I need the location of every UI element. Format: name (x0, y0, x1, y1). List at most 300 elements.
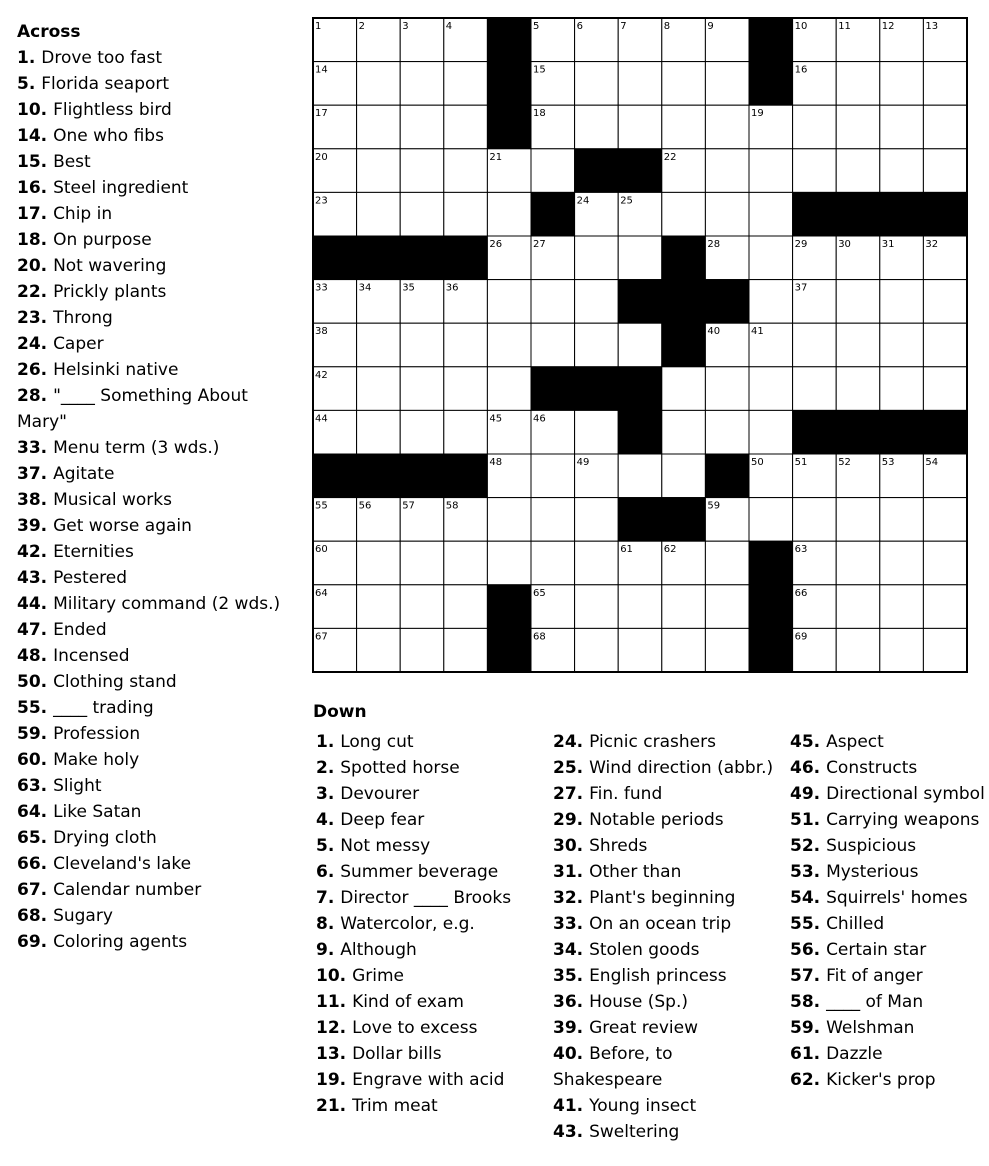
clue-number: 1 (17, 48, 29, 68)
grid-block (400, 454, 444, 498)
clue-number: 54 (790, 888, 814, 908)
clue-item: 37. Agitate (17, 464, 115, 484)
clue-number: 43 (553, 1122, 577, 1142)
clue-number: 46 (790, 758, 814, 778)
grid-cell[interactable] (531, 323, 575, 367)
clue-number: 24 (17, 334, 41, 354)
grid-cell[interactable] (705, 149, 749, 193)
clue-number: 65 (17, 828, 41, 848)
clue-number: 68 (17, 906, 41, 926)
grid-cell[interactable] (531, 541, 575, 585)
grid-cell[interactable] (531, 149, 575, 193)
clue-text: Drying cloth (53, 828, 157, 848)
grid-cell[interactable] (880, 280, 924, 324)
grid-cell[interactable] (705, 541, 749, 585)
cell-number: 28 (707, 239, 721, 250)
clue-number: 51 (790, 810, 814, 830)
clue-number: 18 (17, 230, 41, 250)
clue-number: 53 (790, 862, 814, 882)
clue-text: Prickly plants (53, 282, 167, 302)
clue-item: 35. English princess (553, 966, 727, 986)
clue-number: 59 (790, 1018, 814, 1038)
grid-block (705, 280, 749, 324)
grid-cell[interactable] (357, 541, 401, 585)
clue-text: "____ Something About Mary" (17, 386, 248, 432)
cell-number: 50 (751, 457, 764, 468)
grid-cell[interactable] (662, 367, 706, 411)
clue-item: 26. Helsinki native (17, 360, 179, 380)
clue-number: 39 (17, 516, 41, 536)
grid-cell[interactable] (705, 410, 749, 454)
grid-cell[interactable] (531, 498, 575, 542)
grid-cell[interactable] (357, 62, 401, 106)
grid-block (618, 149, 662, 193)
grid-cell[interactable] (749, 149, 793, 193)
grid-cell[interactable] (575, 236, 619, 280)
grid-block (749, 62, 793, 106)
clue-item: 19. Engrave with acid (316, 1070, 505, 1090)
grid-cell[interactable] (705, 367, 749, 411)
grid-cell[interactable] (749, 280, 793, 324)
clue-text: Clothing stand (53, 672, 177, 692)
grid-cell[interactable] (618, 236, 662, 280)
grid-cell[interactable] (357, 410, 401, 454)
grid-cell[interactable] (444, 149, 488, 193)
grid-cell[interactable] (400, 628, 444, 672)
grid-block (400, 236, 444, 280)
grid-cell[interactable] (793, 367, 837, 411)
clue-item: 11. Kind of exam (316, 992, 464, 1012)
cell-number: 10 (794, 21, 808, 32)
grid-cell[interactable] (749, 498, 793, 542)
clue-text: Before, to Shakespeare (553, 1044, 673, 1090)
clue-item: 55. Chilled (790, 914, 885, 934)
grid-cell[interactable] (400, 105, 444, 149)
grid-cell[interactable] (749, 192, 793, 236)
clue-number: 35 (553, 966, 577, 986)
grid-cell[interactable] (705, 585, 749, 629)
clue-item: 53. Mysterious (790, 862, 919, 882)
clue-number: 17 (17, 204, 41, 224)
cell-number: 69 (794, 631, 808, 643)
cell-number: 59 (707, 500, 721, 512)
clue-item: 54. Squirrels' homes (790, 888, 968, 908)
grid-cell[interactable] (575, 585, 619, 629)
clue-number: 45 (790, 732, 814, 752)
clue-item: 69. Coloring agents (17, 932, 188, 952)
clue-text: Trim meat (352, 1096, 438, 1116)
grid-cell[interactable] (923, 541, 967, 585)
clue-item: 39. Great review (553, 1018, 699, 1038)
crossword-grid (312, 17, 968, 673)
grid-cell[interactable] (487, 280, 531, 324)
grid-cell[interactable] (662, 628, 706, 672)
grid-cell[interactable] (618, 585, 662, 629)
grid-cell[interactable] (444, 541, 488, 585)
across-heading: Across (17, 22, 81, 42)
grid-block (749, 541, 793, 585)
clue-text: Although (340, 940, 417, 960)
grid-cell[interactable] (444, 628, 488, 672)
grid-cell[interactable] (880, 105, 924, 149)
clue-text: Sugary (53, 906, 113, 926)
clue-item: 20. Not wavering (17, 256, 167, 276)
cell-number: 14 (315, 64, 328, 76)
grid-cell[interactable] (705, 105, 749, 149)
grid-cell[interactable] (444, 410, 488, 454)
cell-number: 61 (620, 544, 633, 556)
grid-cell[interactable] (836, 628, 880, 672)
grid-block (662, 498, 706, 542)
cell-number: 46 (533, 413, 546, 425)
clue-item: 38. Musical works (17, 490, 172, 510)
clue-number: 25 (553, 758, 577, 778)
grid-cell[interactable] (923, 149, 967, 193)
clue-text: Chilled (826, 914, 885, 934)
clue-item: 16. Steel ingredient (17, 178, 189, 198)
across-clues-panel (17, 19, 297, 955)
cell-number: 25 (620, 195, 633, 207)
clue-item: 40. Before, to Shakespeare (553, 1044, 673, 1090)
grid-cell[interactable] (487, 192, 531, 236)
clue-item: 45. Aspect (790, 732, 884, 752)
clue-number: 42 (17, 542, 41, 562)
clue-text: Helsinki native (53, 360, 179, 380)
grid-cell[interactable] (880, 498, 924, 542)
clue-number: 5 (316, 836, 328, 856)
clue-item: 5. Not messy (316, 836, 431, 856)
cell-number: 42 (315, 369, 328, 381)
cell-number: 38 (315, 326, 328, 338)
clue-text: Eternities (53, 542, 134, 562)
cell-number: 34 (358, 282, 372, 294)
grid-block (575, 149, 619, 193)
clue-number: 24 (553, 732, 577, 752)
grid-cell[interactable] (575, 62, 619, 106)
clue-text: Director ____ Brooks (340, 888, 512, 908)
clue-number: 16 (17, 178, 41, 198)
clue-item: 43. Pestered (17, 568, 128, 588)
grid-cell[interactable] (662, 454, 706, 498)
clue-number: 10 (17, 100, 41, 120)
cell-number: 68 (533, 631, 546, 643)
clue-number: 67 (17, 880, 41, 900)
clue-item: 46. Constructs (790, 758, 918, 778)
grid-cell[interactable] (400, 62, 444, 106)
clue-number: 31 (553, 862, 577, 882)
clue-text: Pestered (53, 568, 128, 588)
grid-cell[interactable] (662, 192, 706, 236)
cell-number: 21 (489, 151, 503, 163)
grid-cell[interactable] (749, 410, 793, 454)
clue-text: Shreds (589, 836, 648, 856)
clue-item: 36. House (Sp.) (553, 992, 688, 1012)
grid-cell[interactable] (531, 280, 575, 324)
grid-cell[interactable] (575, 105, 619, 149)
grid-cell[interactable] (923, 498, 967, 542)
clue-text: Wind direction (abbr.) (589, 758, 774, 778)
clue-text: Summer beverage (340, 862, 499, 882)
grid-cell[interactable] (923, 280, 967, 324)
grid-cell[interactable] (357, 149, 401, 193)
clue-item: 47. Ended (17, 620, 107, 640)
clue-text: Like Satan (53, 802, 142, 822)
grid-cell[interactable] (662, 585, 706, 629)
clue-number: 63 (17, 776, 41, 796)
clue-text: Watercolor, e.g. (340, 914, 475, 934)
clue-item: 56. Certain star (790, 940, 927, 960)
clue-number: 58 (790, 992, 814, 1012)
clue-text: Sweltering (589, 1122, 680, 1142)
clue-number: 23 (17, 308, 41, 328)
grid-cell[interactable] (357, 192, 401, 236)
grid-cell[interactable] (836, 323, 880, 367)
grid-block (313, 454, 357, 498)
grid-cell[interactable] (662, 105, 706, 149)
grid-cell[interactable] (662, 410, 706, 454)
cell-number: 53 (881, 457, 895, 468)
clue-text: Fin. fund (589, 784, 663, 804)
clue-item: 3. Devourer (316, 784, 420, 804)
grid-cell[interactable] (357, 585, 401, 629)
grid-cell[interactable] (618, 323, 662, 367)
grid-cell[interactable] (444, 62, 488, 106)
cell-number: 36 (445, 282, 459, 294)
grid-cell[interactable] (444, 192, 488, 236)
clue-item: 9. Although (316, 940, 417, 960)
clue-item: 64. Like Satan (17, 802, 142, 822)
grid-cell[interactable] (880, 367, 924, 411)
grid-cell[interactable] (793, 149, 837, 193)
grid-cell[interactable] (531, 454, 575, 498)
grid-cell[interactable] (749, 367, 793, 411)
clue-item: 31. Other than (553, 862, 682, 882)
clue-item: 59. Welshman (790, 1018, 915, 1038)
grid-cell[interactable] (618, 105, 662, 149)
grid-block (749, 18, 793, 62)
clue-number: 66 (17, 854, 41, 874)
cell-number: 64 (315, 587, 328, 599)
grid-cell[interactable] (575, 410, 619, 454)
cell-number: 20 (315, 151, 328, 163)
clue-number: 37 (17, 464, 41, 484)
clue-item: 21. Trim meat (316, 1096, 438, 1116)
cell-number: 19 (751, 108, 764, 120)
clue-number: 33 (553, 914, 577, 934)
clue-item: 39. Get worse again (17, 516, 192, 536)
clue-text: Carrying weapons (826, 810, 980, 830)
clue-text: Caper (53, 334, 104, 354)
grid-block (487, 62, 531, 106)
across-clue-list (17, 45, 297, 955)
grid-cell[interactable] (618, 454, 662, 498)
grid-cell[interactable] (836, 541, 880, 585)
grid-cell[interactable] (444, 585, 488, 629)
grid-cell[interactable] (836, 149, 880, 193)
grid-block (793, 410, 837, 454)
clue-item: 48. Incensed (17, 646, 130, 666)
clue-text: Devourer (340, 784, 420, 804)
clue-text: Drove too fast (41, 48, 163, 68)
cell-number: 39 (663, 326, 677, 338)
clue-text: Long cut (340, 732, 414, 752)
clue-text: Constructs (826, 758, 918, 778)
grid-cell[interactable] (487, 498, 531, 542)
down-heading: Down (313, 702, 367, 722)
grid-block (880, 410, 924, 454)
cell-number: 15 (533, 64, 546, 76)
grid-cell[interactable] (880, 585, 924, 629)
clue-text: Cleveland's lake (53, 854, 192, 874)
clue-text: Not wavering (53, 256, 167, 276)
cell-number: 49 (576, 457, 590, 468)
clue-item: 57. Fit of anger (790, 966, 923, 986)
cell-number: 63 (794, 544, 808, 556)
grid-cell[interactable] (487, 541, 531, 585)
clue-text: Florida seaport (41, 74, 170, 94)
cell-number: 3 (402, 21, 409, 32)
grid-block (313, 236, 357, 280)
clue-text: Best (53, 152, 91, 172)
grid-cell[interactable] (836, 585, 880, 629)
grid-cell[interactable] (357, 323, 401, 367)
grid-cell[interactable] (575, 628, 619, 672)
grid-cell[interactable] (575, 498, 619, 542)
clue-number: 62 (790, 1070, 814, 1090)
grid-cell[interactable] (444, 323, 488, 367)
clue-number: 12 (316, 1018, 340, 1038)
grid-cell[interactable] (400, 367, 444, 411)
grid-cell[interactable] (400, 149, 444, 193)
grid-cell[interactable] (880, 541, 924, 585)
grid-cell[interactable] (618, 628, 662, 672)
grid-block (749, 585, 793, 629)
clue-text: On purpose (53, 230, 152, 250)
cell-number: 5 (533, 21, 540, 32)
clue-number: 11 (316, 992, 340, 1012)
grid-cell[interactable] (880, 149, 924, 193)
clue-text: Grime (352, 966, 404, 986)
clue-number: 32 (553, 888, 577, 908)
grid-cell[interactable] (923, 105, 967, 149)
cell-number: 16 (794, 64, 808, 76)
grid-cell[interactable] (357, 367, 401, 411)
clue-text: ____ trading (53, 698, 154, 718)
grid-cell[interactable] (400, 541, 444, 585)
cell-number: 54 (925, 457, 939, 468)
grid-cell[interactable] (749, 236, 793, 280)
grid-cell[interactable] (400, 323, 444, 367)
grid-cell[interactable] (880, 628, 924, 672)
clue-item: 62. Kicker's prop (790, 1070, 936, 1090)
grid-cell[interactable] (705, 62, 749, 106)
clue-number: 6 (316, 862, 328, 882)
grid-cell[interactable] (793, 498, 837, 542)
clue-text: ____ of Man (826, 992, 924, 1012)
grid-cell[interactable] (575, 323, 619, 367)
clue-item: 6. Summer beverage (316, 862, 499, 882)
cell-number: 13 (925, 21, 939, 32)
clue-text: Musical works (53, 490, 172, 510)
clue-text: Slight (53, 776, 102, 796)
grid-cell[interactable] (705, 628, 749, 672)
clue-number: 29 (553, 810, 577, 830)
clue-item: 13. Dollar bills (316, 1044, 442, 1064)
clue-item: 17. Chip in (17, 204, 113, 224)
clue-text: Dazzle (826, 1044, 883, 1064)
grid-cell[interactable] (400, 192, 444, 236)
clue-item: 24. Caper (17, 334, 104, 354)
grid-cell[interactable] (923, 585, 967, 629)
clue-number: 43 (17, 568, 41, 588)
grid-cell[interactable] (793, 105, 837, 149)
cell-number: 52 (838, 457, 851, 468)
grid-block (487, 18, 531, 62)
clue-text: Chip in (53, 204, 113, 224)
grid-cell[interactable] (836, 62, 880, 106)
grid-cell[interactable] (618, 62, 662, 106)
clue-item: 32. Plant's beginning (553, 888, 736, 908)
cell-number: 31 (881, 239, 895, 250)
grid-cell[interactable] (836, 498, 880, 542)
grid-cell[interactable] (836, 280, 880, 324)
grid-cell[interactable] (793, 323, 837, 367)
grid-cell[interactable] (662, 62, 706, 106)
clue-number: 34 (553, 940, 577, 960)
cell-number: 18 (533, 108, 546, 120)
grid-cell[interactable] (487, 367, 531, 411)
clue-item: 44. Military command (2 wds.) (17, 594, 281, 614)
grid-block (444, 454, 488, 498)
grid-cell[interactable] (836, 367, 880, 411)
clue-text: Menu term (3 wds.) (53, 438, 220, 458)
clue-text: Certain star (826, 940, 927, 960)
grid-cell[interactable] (487, 323, 531, 367)
grid-cell[interactable] (400, 585, 444, 629)
cell-number: 9 (707, 21, 714, 32)
clue-text: Squirrels' homes (826, 888, 968, 908)
cell-number: 48 (489, 457, 503, 468)
clue-text: Agitate (53, 464, 115, 484)
grid-cell[interactable] (705, 192, 749, 236)
grid-cell[interactable] (357, 628, 401, 672)
grid-cell[interactable] (400, 410, 444, 454)
grid-cell[interactable] (357, 105, 401, 149)
grid-block (836, 192, 880, 236)
clue-text: Deep fear (340, 810, 425, 830)
grid-cell[interactable] (575, 280, 619, 324)
grid-cell[interactable] (444, 105, 488, 149)
grid-cell[interactable] (444, 367, 488, 411)
grid-cell[interactable] (880, 323, 924, 367)
grid-cell[interactable] (923, 323, 967, 367)
grid-cell[interactable] (923, 628, 967, 672)
grid-cell[interactable] (836, 105, 880, 149)
cell-number: 12 (881, 21, 895, 32)
clue-text: Welshman (826, 1018, 915, 1038)
cell-number: 40 (707, 326, 721, 338)
grid-cell[interactable] (575, 541, 619, 585)
grid-cell[interactable] (880, 62, 924, 106)
grid-cell[interactable] (923, 367, 967, 411)
clue-text: Picnic crashers (589, 732, 716, 752)
grid-cell[interactable] (923, 62, 967, 106)
clue-text: Steel ingredient (53, 178, 189, 198)
clue-text: Make holy (53, 750, 140, 770)
cell-number: 24 (576, 195, 590, 207)
clue-text: Notable periods (589, 810, 724, 830)
cell-number: 62 (663, 544, 677, 556)
